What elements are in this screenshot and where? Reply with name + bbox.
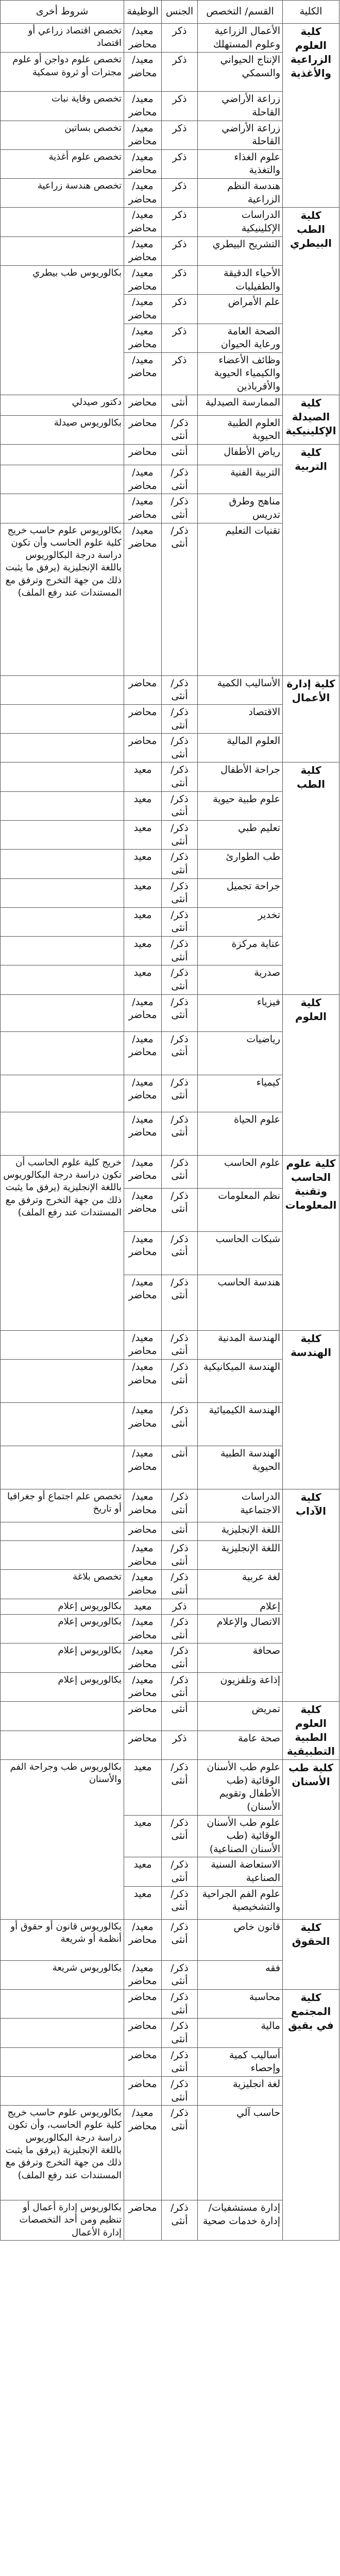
conditions-cell	[1, 675, 124, 704]
conditions-cell: بكالوريوس إعلام	[1, 1643, 124, 1672]
job-cell: معيد/ محاضر	[124, 352, 162, 395]
major-cell: هندسة الحاسب	[198, 1275, 283, 1330]
major-cell: حاسب آلي	[198, 2106, 283, 2200]
job-cell: معيد	[124, 937, 162, 965]
major-cell: علوم طب الأسنان الوقائية (طب الأسنان الصناعية)	[198, 1815, 283, 1857]
college-cell: كلية الهندسة	[283, 1330, 339, 1489]
job-cell: معيد/ محاضر	[124, 265, 162, 294]
job-cell: معيد/ محاضر	[124, 295, 162, 324]
conditions-cell	[1, 494, 124, 523]
major-cell: مناهج وطرق تدريس	[198, 494, 283, 523]
major-cell: الهندسة الطبية الحيوية	[198, 1446, 283, 1489]
job-cell: معيد	[124, 820, 162, 849]
gender-cell: ذكر/ أنثى	[162, 2106, 198, 2200]
major-cell: الدراسات الاجتماعية	[198, 1489, 283, 1522]
job-cell: معيد	[124, 907, 162, 936]
major-cell: علوم الحياة	[198, 1112, 283, 1155]
gender-cell: ذكر/ أنثى	[162, 494, 198, 523]
conditions-cell	[1, 704, 124, 733]
gender-cell: ذكر	[162, 24, 198, 53]
gender-cell: ذكر/ أنثى	[162, 1615, 198, 1643]
major-cell: وظائف الأعضاء والكيمياء الحيوية والأقرباذين	[198, 352, 283, 395]
job-cell: معيد/ محاضر	[124, 1330, 162, 1359]
gender-cell: ذكر/ أنثى	[162, 1815, 198, 1857]
gender-cell: ذكر/ أنثى	[162, 850, 198, 878]
conditions-cell	[1, 1731, 124, 1760]
conditions-cell	[1, 994, 124, 1031]
table-row	[1, 1330, 339, 1359]
conditions-cell	[1, 734, 124, 762]
conditions-cell	[1, 820, 124, 849]
gender-cell: ذكر/ أنثى	[162, 2200, 198, 2241]
conditions-cell	[1, 1330, 124, 1359]
major-cell: العلوم الطبية الحيوية	[198, 415, 283, 444]
conditions-cell: بكالوريوس علوم حاسب خريج كلية علوم الحاسب وأن تكون دراسة درجة البكالوريوس باللغة الإنجليزية (يرفق ما يثبت ذلك من جهة التخرج وترفق مع المستندات عند رفع الملف)	[1, 523, 124, 675]
header-major: القسم/ التخصص	[198, 1, 283, 24]
major-cell: الممارسة الصيدلية	[198, 395, 283, 415]
conditions-cell	[1, 465, 124, 494]
job-cell: معيد	[124, 1760, 162, 1816]
college-cell: كلية طب الأسنان	[283, 1760, 339, 1920]
major-cell: إعلام	[198, 1599, 283, 1615]
job-cell: معيد/ محاضر	[124, 1540, 162, 1569]
conditions-cell: بكالوريوس إعلام	[1, 1672, 124, 1701]
conditions-cell	[1, 965, 124, 994]
table-row	[1, 24, 339, 53]
major-cell: فيزياء	[198, 994, 283, 1031]
major-cell: الأساليب الكمية	[198, 675, 283, 704]
job-cell: معيد/ محاضر	[124, 1919, 162, 1960]
college-cell: كلية إدارة الأعمال	[283, 675, 339, 762]
conditions-cell	[1, 1112, 124, 1155]
job-cell: معيد	[124, 850, 162, 878]
job-cell: معيد/ محاضر	[124, 1155, 162, 1188]
major-cell: صدرية	[198, 965, 283, 994]
major-cell: صحافة	[198, 1643, 283, 1672]
college-cell: كلية علوم الحاسب وتقنية المعلومات	[283, 1155, 339, 1330]
job-cell: محاضر	[124, 734, 162, 762]
college-cell: كلية الآداب	[283, 1489, 339, 1701]
conditions-cell	[1, 850, 124, 878]
major-cell: الهندسة الميكانيكية	[198, 1359, 283, 1402]
table-row	[1, 1489, 339, 1522]
job-cell: معيد/ محاضر	[124, 1489, 162, 1522]
major-cell: الاقتصاد	[198, 704, 283, 733]
major-cell: علوم الغذاء والتغذية	[198, 149, 283, 178]
conditions-cell: بكالوريوس صيدلة	[1, 415, 124, 444]
gender-cell: ذكر/ أنثى	[162, 1402, 198, 1446]
major-cell: التربية الفنية	[198, 465, 283, 494]
conditions-cell: بكالوريوس طب وجراحة الفم والأسنان	[1, 1760, 124, 1920]
job-cell: محاضر	[124, 395, 162, 415]
conditions-cell: تخصص علوم دواجن أو علوم مجترات أو ثروة سمكية	[1, 53, 124, 92]
major-cell: الاتصال والإعلام	[198, 1615, 283, 1643]
table-row	[1, 1990, 339, 2019]
job-cell: معيد/ محاضر	[124, 53, 162, 92]
header-row	[1, 1, 339, 24]
conditions-cell: بكالوريوس إدارة أعمال أو تنظيم ومن أحد التخصصات إدارة الأعمال	[1, 2200, 124, 2241]
header-college: الكلية	[283, 1, 339, 24]
major-cell: محاسبة	[198, 1990, 283, 2019]
header-gender: الجنس	[162, 1, 198, 24]
job-cell: محاضر	[124, 2019, 162, 2047]
major-cell: الدراسات الإكلينيكية	[198, 208, 283, 236]
conditions-cell	[1, 236, 124, 265]
conditions-cell	[1, 1446, 124, 1489]
job-cell: معيد/ محاضر	[124, 1402, 162, 1446]
job-cell: معيد	[124, 791, 162, 820]
gender-cell: ذكر/ أنثى	[162, 1857, 198, 1886]
gender-cell: ذكر	[162, 295, 198, 324]
job-cell: معيد/ محاضر	[124, 179, 162, 208]
conditions-cell	[1, 791, 124, 820]
conditions-cell: بكالوريوس شريعة	[1, 1960, 124, 1989]
major-cell: الهندسة الكيميائية	[198, 1402, 283, 1446]
gender-cell: ذكر/ أنثى	[162, 1188, 198, 1231]
job-cell: معيد/ محاضر	[124, 1570, 162, 1599]
job-cell: محاضر	[124, 1990, 162, 2019]
job-cell: معيد/ محاضر	[124, 24, 162, 53]
gender-cell: ذكر	[162, 1731, 198, 1760]
conditions-cell: بكالوريوس طب بيطري	[1, 265, 124, 395]
conditions-cell: بكالوريوس إعلام	[1, 1615, 124, 1643]
table-row	[1, 1702, 339, 1731]
gender-cell: ذكر/ أنثى	[162, 791, 198, 820]
job-cell: محاضر	[124, 1731, 162, 1760]
conditions-cell: تخصص هندسة زراعية	[1, 179, 124, 208]
job-cell: معيد/ محاضر	[124, 208, 162, 236]
job-cell: محاضر	[124, 704, 162, 733]
major-cell: علم الأمراض	[198, 295, 283, 324]
conditions-cell	[1, 2076, 124, 2105]
college-cell: كلية التربية	[283, 445, 339, 676]
gender-cell: ذكر	[162, 92, 198, 121]
header-job: الوظيفة	[124, 1, 162, 24]
college-cell: كلية الطب البيطري	[283, 208, 339, 395]
gender-cell: ذكر	[162, 149, 198, 178]
gender-cell: ذكر/ أنثى	[162, 878, 198, 907]
job-cell: معيد/ محاضر	[124, 1643, 162, 1672]
job-cell: معيد/ محاضر	[124, 1075, 162, 1112]
gender-cell: ذكر/ أنثى	[162, 907, 198, 936]
gender-cell: أنثى	[162, 1702, 198, 1731]
table-row	[1, 208, 339, 236]
major-cell: اللغة الإنجليزية	[198, 1522, 283, 1540]
gender-cell: ذكر	[162, 324, 198, 352]
job-cell: معيد	[124, 965, 162, 994]
major-cell: اللغة الإنجليزية	[198, 1540, 283, 1569]
gender-cell: ذكر/ أنثى	[162, 1231, 198, 1275]
job-cell: معيد/ محاضر	[124, 1446, 162, 1489]
gender-cell: ذكر/ أنثى	[162, 1112, 198, 1155]
major-cell: نظم المعلومات	[198, 1188, 283, 1231]
conditions-cell	[1, 937, 124, 965]
major-cell: هندسة النظم الزراعية	[198, 179, 283, 208]
conditions-cell	[1, 2019, 124, 2047]
major-cell: الاستعاضة السنية الصناعية	[198, 1857, 283, 1886]
major-cell: تقنيات التعليم	[198, 523, 283, 675]
conditions-cell	[1, 907, 124, 936]
gender-cell: ذكر/ أنثى	[162, 1760, 198, 1816]
conditions-cell	[1, 1540, 124, 1569]
gender-cell: ذكر/ أنثى	[162, 1275, 198, 1330]
major-cell: علوم طبية حيوية	[198, 791, 283, 820]
table-body	[1, 24, 339, 2241]
gender-cell: ذكر/ أنثى	[162, 734, 198, 762]
major-cell: لغة عربية	[198, 1570, 283, 1599]
job-cell: معيد	[124, 1599, 162, 1615]
job-cell: محاضر	[124, 415, 162, 444]
major-cell: الإنتاج الحيواني والسمكي	[198, 53, 283, 92]
gender-cell: ذكر/ أنثى	[162, 1359, 198, 1402]
job-cell: معيد/ محاضر	[124, 1112, 162, 1155]
gender-cell: ذكر/ أنثى	[162, 704, 198, 733]
conditions-cell: تخصص اقتصاد زراعي أو اقتصاد	[1, 24, 124, 53]
college-cell: كلية الحقوق	[283, 1919, 339, 1989]
conditions-cell	[1, 1031, 124, 1075]
job-cell: معيد	[124, 1857, 162, 1886]
job-cell: معيد/ محاضر	[124, 1359, 162, 1402]
gender-cell: ذكر/ أنثى	[162, 523, 198, 675]
conditions-cell	[1, 1075, 124, 1112]
conditions-cell: تخصص علوم أغذية	[1, 149, 124, 178]
table-row	[1, 395, 339, 415]
conditions-cell	[1, 445, 124, 465]
table-row	[1, 1919, 339, 1960]
major-cell: قانون خاص	[198, 1919, 283, 1960]
job-cell: معيد/ محاضر	[124, 149, 162, 178]
job-cell: معيد/ محاضر	[124, 92, 162, 121]
header-conditions: شروط أخرى	[1, 1, 124, 24]
gender-cell: ذكر/ أنثى	[162, 1330, 198, 1359]
gender-cell: أنثى	[162, 445, 198, 465]
job-cell: محاضر	[124, 2076, 162, 2105]
conditions-cell	[1, 1359, 124, 1402]
table-row	[1, 445, 339, 465]
conditions-cell: خريج كلية علوم الحاسب أن تكون دراسة درجة البكالوريوس باللغة الإنجليزية (يرفق ما يثبت ذلك من جهة التخرج وترفق مع المستندات عند رفع الملف)	[1, 1155, 124, 1330]
conditions-cell: تخصص وقاية نبات	[1, 92, 124, 121]
major-cell: تمريض	[198, 1702, 283, 1731]
job-cell: معيد/ محاضر	[124, 1615, 162, 1643]
gender-cell: ذكر	[162, 179, 198, 208]
conditions-cell: بكالوريوس إعلام	[1, 1599, 124, 1615]
table-row	[1, 675, 339, 704]
major-cell: العلوم المالية	[198, 734, 283, 762]
major-cell: أساليب كمية وإحصاء	[198, 2047, 283, 2076]
conditions-cell	[1, 2047, 124, 2076]
major-cell: عناية مركزة	[198, 937, 283, 965]
conditions-cell: بكالوريوس علوم حاسب خريج كلية علوم الحاسب، وأن تكون دراسة درجة البكالوريوس باللغة الإنجليزية (يرفق ما يثبت ذلك من جهة التخرج وترفق مع المستندات عند رفع الملف)	[1, 2106, 124, 2200]
gender-cell: ذكر/ أنثى	[162, 2076, 198, 2105]
conditions-cell: تخصص بساتين	[1, 121, 124, 149]
gender-cell: ذكر	[162, 352, 198, 395]
gender-cell: ذكر/ أنثى	[162, 762, 198, 791]
major-cell: إذاعة وتلفزيون	[198, 1672, 283, 1701]
major-cell: الأحياء الدقيقة والطفيليات	[198, 265, 283, 294]
gender-cell: ذكر	[162, 236, 198, 265]
conditions-cell	[1, 878, 124, 907]
gender-cell: ذكر/ أنثى	[162, 465, 198, 494]
major-cell: لغة انجليزية	[198, 2076, 283, 2105]
major-cell: الهندسة المدنية	[198, 1330, 283, 1359]
college-cell: كلية الصيدلة الإكلينيكية	[283, 395, 339, 444]
major-cell: إدارة مستشفيات/ إدارة خدمات صحية	[198, 2200, 283, 2241]
major-cell: علوم الفم الجراحية والتشخيصية	[198, 1886, 283, 1919]
college-cell: كلية العلوم الزراعية والأغذية	[283, 24, 339, 208]
job-cell: محاضر	[124, 1702, 162, 1731]
gender-cell: ذكر/ أنثى	[162, 1075, 198, 1112]
major-cell: رياضيات	[198, 1031, 283, 1075]
major-cell: تخدير	[198, 907, 283, 936]
major-cell: صحة عامة	[198, 1731, 283, 1760]
gender-cell: ذكر/ أنثى	[162, 1990, 198, 2019]
gender-cell: ذكر	[162, 53, 198, 92]
gender-cell: ذكر/ أنثى	[162, 2019, 198, 2047]
job-cell: معيد/ محاضر	[124, 1672, 162, 1701]
conditions-cell: تخصص علم اجتماع أو جغرافيا أو تاريخ	[1, 1489, 124, 1522]
job-cell: معيد/ محاضر	[124, 324, 162, 352]
major-cell: الصحة العامة ورعاية الحيوان	[198, 324, 283, 352]
major-cell: جراحة تجميل	[198, 878, 283, 907]
major-cell: زراعة الأراضي القاحلة	[198, 92, 283, 121]
conditions-cell: دكتور صيدلي	[1, 395, 124, 415]
job-cell: محاضر	[124, 675, 162, 704]
job-cell: معيد/ محاضر	[124, 2106, 162, 2200]
job-cell: معيد/ محاضر	[124, 494, 162, 523]
table-row	[1, 1155, 339, 1188]
gender-cell: أنثى	[162, 1522, 198, 1540]
conditions-cell: تخصص بلاغة	[1, 1570, 124, 1599]
gender-cell: ذكر/ أنثى	[162, 1919, 198, 1960]
job-cell: معيد/ محاضر	[124, 1960, 162, 1989]
job-cell: معيد/ محاضر	[124, 236, 162, 265]
major-cell: جراحة الأطفال	[198, 762, 283, 791]
gender-cell: ذكر/ أنثى	[162, 1031, 198, 1075]
conditions-cell: بكالوريوس قانون أو حقوق أو أنظمة أو شريعة	[1, 1919, 124, 1960]
conditions-cell	[1, 1990, 124, 2019]
job-cell: معيد	[124, 1886, 162, 1919]
gender-cell: ذكر/ أنثى	[162, 675, 198, 704]
gender-cell: ذكر/ أنثى	[162, 965, 198, 994]
gender-cell: ذكر/ أنثى	[162, 1960, 198, 1989]
gender-cell: ذكر/ أنثى	[162, 937, 198, 965]
major-cell: شبكات الحاسب	[198, 1231, 283, 1275]
major-cell: التشريح البيطري	[198, 236, 283, 265]
conditions-cell	[1, 1402, 124, 1446]
major-cell: طب الطوارئ	[198, 850, 283, 878]
job-cell: معيد/ محاضر	[124, 1188, 162, 1231]
gender-cell: ذكر	[162, 208, 198, 236]
conditions-cell	[1, 762, 124, 791]
job-cell: معيد/ محاضر	[124, 523, 162, 675]
gender-cell: ذكر/ أنثى	[162, 1489, 198, 1522]
job-cell: معيد/ محاضر	[124, 465, 162, 494]
job-cell: معيد/ محاضر	[124, 1031, 162, 1075]
major-cell: زراعة الأراضي القاحلة	[198, 121, 283, 149]
job-cell: معيد	[124, 878, 162, 907]
conditions-cell	[1, 1522, 124, 1540]
gender-cell: أنثى	[162, 395, 198, 415]
job-cell: محاضر	[124, 2200, 162, 2241]
major-cell: علوم طب الأسنان الوقائية (طب الأطفال وتقويم الأسنان)	[198, 1760, 283, 1816]
gender-cell: ذكر/ أنثى	[162, 1540, 198, 1569]
job-cell: معيد/ محاضر	[124, 1275, 162, 1330]
gender-cell: ذكر/ أنثى	[162, 415, 198, 444]
college-cell: كلية العلوم	[283, 994, 339, 1155]
major-cell: الأعمال الزراعية وعلوم المستهلك	[198, 24, 283, 53]
major-cell: مالية	[198, 2019, 283, 2047]
major-cell: كيمياء	[198, 1075, 283, 1112]
college-cell: كلية المجتمع في بقيق	[283, 1990, 339, 2241]
major-cell: فقه	[198, 1960, 283, 1989]
job-cell: معيد	[124, 1815, 162, 1857]
gender-cell: ذكر	[162, 121, 198, 149]
table-row	[1, 762, 339, 791]
job-cell: محاضر	[124, 2047, 162, 2076]
conditions-cell	[1, 208, 124, 236]
table-row	[1, 1760, 339, 1816]
gender-cell: ذكر/ أنثى	[162, 1886, 198, 1919]
job-cell: معيد/ محاضر	[124, 994, 162, 1031]
job-cell: معيد/ محاضر	[124, 121, 162, 149]
gender-cell: ذكر	[162, 1599, 198, 1615]
job-cell: محاضر	[124, 1522, 162, 1540]
gender-cell: ذكر/ أنثى	[162, 1155, 198, 1188]
gender-cell: أنثى	[162, 1446, 198, 1489]
gender-cell: ذكر/ أنثى	[162, 820, 198, 849]
conditions-cell	[1, 1702, 124, 1731]
gender-cell: ذكر/ أنثى	[162, 1643, 198, 1672]
gender-cell: ذكر	[162, 265, 198, 294]
gender-cell: ذكر/ أنثى	[162, 1570, 198, 1599]
major-cell: رياض الأطفال	[198, 445, 283, 465]
college-cell: كلية العلوم الطبية التطبيقية	[283, 1702, 339, 1760]
job-cell: معيد	[124, 762, 162, 791]
major-cell: تعليم طبي	[198, 820, 283, 849]
job-cell: معيد/ محاضر	[124, 1231, 162, 1275]
gender-cell: ذكر/ أنثى	[162, 2047, 198, 2076]
major-cell: علوم الحاسب	[198, 1155, 283, 1188]
gender-cell: ذكر/ أنثى	[162, 994, 198, 1031]
college-cell: كلية الطب	[283, 762, 339, 994]
gender-cell: ذكر/ أنثى	[162, 1672, 198, 1701]
table-row	[1, 994, 339, 1031]
job-cell: محاضر	[124, 445, 162, 465]
